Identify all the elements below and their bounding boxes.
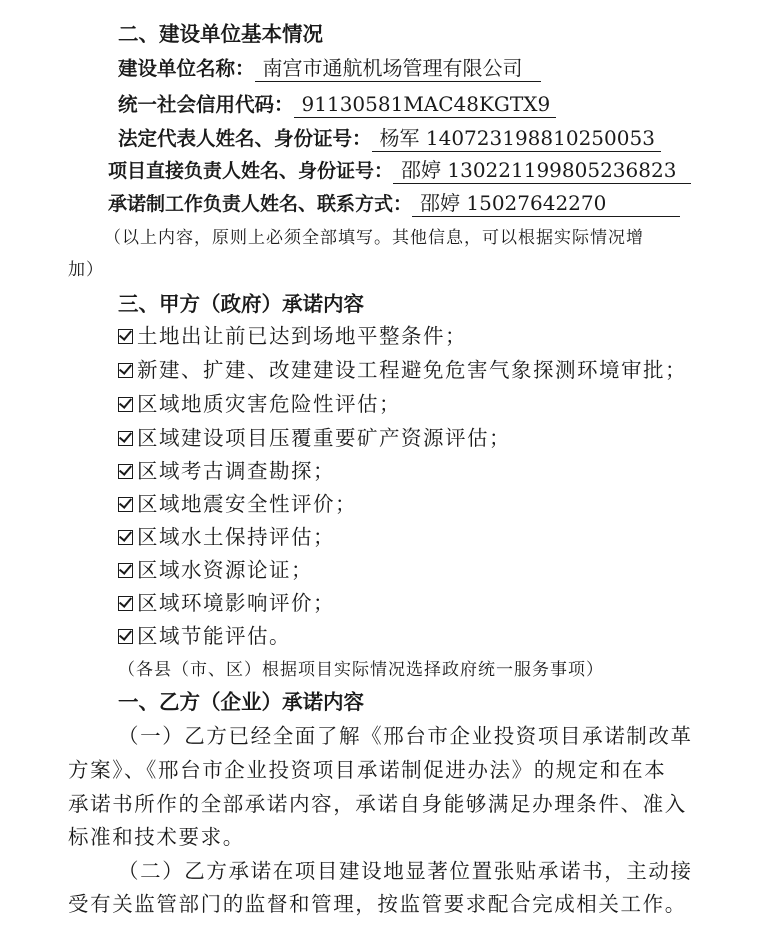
field-company-name — [118, 54, 541, 83]
field-credit-code — [118, 90, 556, 119]
field-commitment-leader — [108, 189, 680, 218]
field-value: 杨军 140723198810250053 — [372, 126, 661, 152]
checked-box-icon — [118, 329, 133, 344]
field-label: 承诺制工作负责人姓名、联系方式： — [108, 193, 413, 215]
checklist-item-label: 区域考古调查勘探； — [137, 459, 335, 483]
para2-line1: （二）乙方承诺在项目建设地显著位置张贴承诺书，主动接 — [118, 859, 693, 883]
checklist-item — [118, 424, 511, 452]
field-label: 建设单位名称： — [118, 57, 255, 80]
checked-box-icon — [118, 563, 133, 578]
para1-line2: 方案》、《邢台市企业投资项目承诺制促进办法》的规定和在本 — [68, 758, 667, 782]
field-legal-rep — [118, 124, 661, 153]
para1-line1: （一）乙方已经全面了解《邢台市企业投资项目承诺制改革 — [118, 724, 693, 748]
checked-box-icon — [118, 363, 133, 378]
checklist-item — [118, 390, 401, 418]
checklist-item-label: 区域环境影响评价； — [137, 591, 335, 615]
field-project-leader — [108, 156, 691, 185]
field-label: 统一社会信用代码： — [118, 93, 294, 116]
checklist-item-label: 土地出让前已达到场地平整条件； — [137, 324, 467, 348]
field-value: 南宫市通航机场管理有限公司 — [255, 56, 541, 82]
para2-line2: 受有关监管部门的监督和管理，按监管要求配合完成相关工作。 — [68, 892, 687, 916]
checklist-item — [118, 457, 335, 485]
field-value: 邵婷 130221199805236823 — [393, 158, 691, 184]
checklist-item-label: 区域水资源论证； — [137, 558, 313, 582]
checklist-item-label: 新建、扩建、改建建设工程避免危害气象探测环境审批； — [137, 358, 687, 382]
checklist-item — [118, 589, 335, 617]
checklist-item-label: 区域节能评估。 — [137, 624, 291, 648]
para1-line3: 承诺书所作的全部承诺内容，承诺自身能够满足办理条件、准入 — [68, 792, 687, 816]
checked-box-icon — [118, 464, 133, 479]
section1-heading: 一、乙方（企业）承诺内容 — [118, 690, 364, 714]
checked-box-icon — [118, 497, 133, 512]
section3-heading: 三、甲方（政府）承诺内容 — [118, 292, 364, 316]
checklist-item — [118, 622, 291, 650]
checklist-item — [118, 356, 687, 384]
field-value: 91130581MAC48KGTX9 — [294, 92, 557, 118]
section2-note-line2: 加） — [68, 260, 104, 280]
field-label: 法定代表人姓名、身份证号： — [118, 127, 372, 150]
section2-note-line1: （以上内容，原则上必须全部填写。其他信息，可以根据实际情况增 — [104, 228, 644, 248]
checklist-item — [118, 556, 313, 584]
field-label: 项目直接负责人姓名、身份证号： — [108, 160, 394, 182]
para1-line4: 标准和技术要求。 — [68, 825, 245, 849]
checklist-item — [118, 490, 357, 518]
checklist-item-label: 区域地震安全性评价； — [137, 492, 357, 516]
checklist-item-label: 区域水土保持评估； — [137, 525, 335, 549]
section3-note: （各县（市、区）根据项目实际情况选择政府统一服务事项） — [118, 660, 604, 680]
checklist-item-label: 区域地质灾害危险性评估； — [137, 392, 401, 416]
checked-box-icon — [118, 397, 133, 412]
checked-box-icon — [118, 431, 133, 446]
field-value: 邵婷 15027642270 — [412, 191, 680, 217]
checklist-item-label: 区域建设项目压覆重要矿产资源评估； — [137, 426, 511, 450]
checked-box-icon — [118, 530, 133, 545]
checked-box-icon — [118, 596, 133, 611]
checked-box-icon — [118, 629, 133, 644]
checklist-item — [118, 523, 335, 551]
section2-heading: 二、建设单位基本情况 — [118, 22, 323, 46]
checklist-item — [118, 322, 467, 350]
